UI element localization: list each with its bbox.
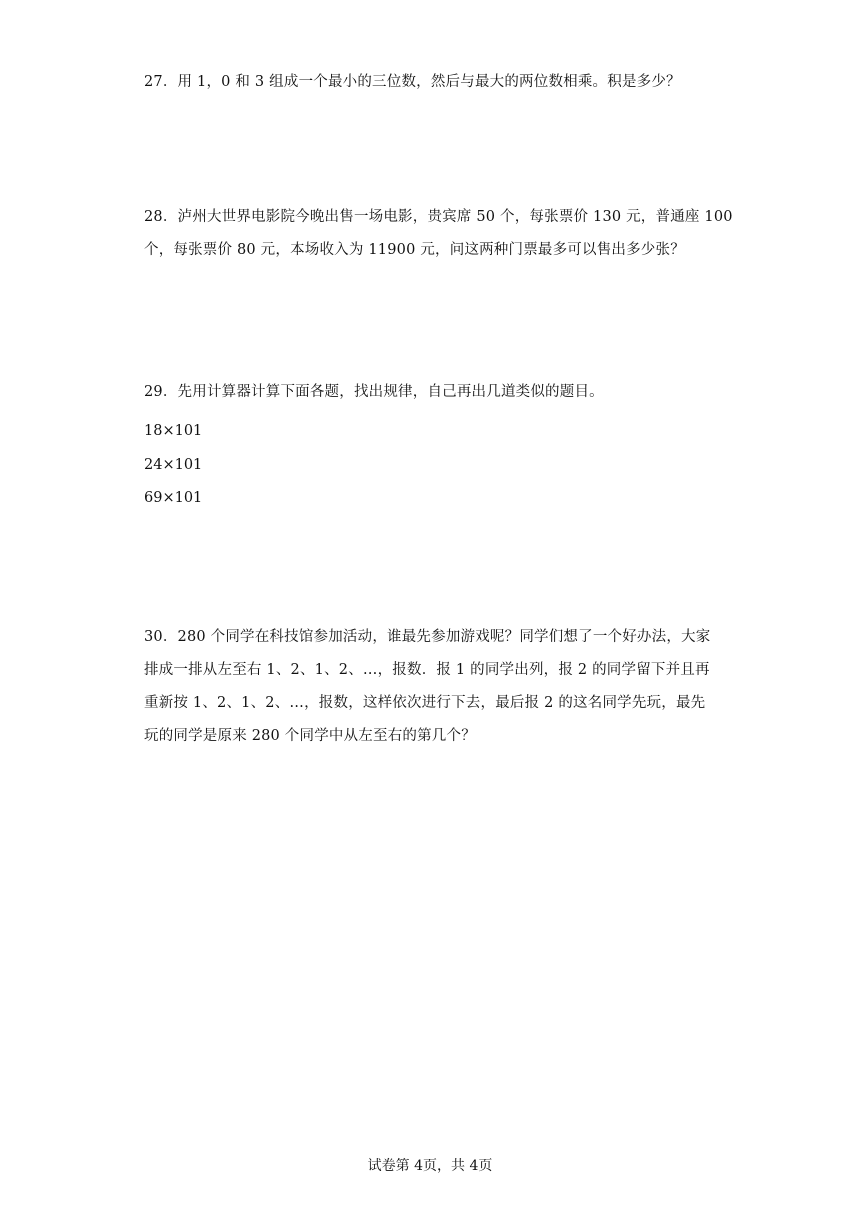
question-27 xyxy=(144,66,724,99)
question-28 xyxy=(144,201,733,267)
question-30-line-2: 排成一排从左至右 1、2、1、2、…，报数．报 1 的同学出列，报 2 的同学留下并且再 xyxy=(144,662,710,678)
expression-item: 69×101 xyxy=(144,490,203,506)
question-29-text: 29．先用计算器计算下面各题，找出规律，自己再出几道类似的题目。 xyxy=(144,384,604,400)
expression-item: 24×101 xyxy=(144,456,203,473)
expression-item: 18×101 xyxy=(144,423,203,439)
question-30-line-4: 玩的同学是原来 280 个同学中从左至右的第几个？ xyxy=(144,728,476,744)
question-30-line-3: 重新按 1、2、1、2、…，报数，这样依次进行下去，最后报 2 的这名同学先玩，最先 xyxy=(144,695,706,711)
question-27-text: 27．用 1，0 和 3 组成一个最小的三位数，然后与最大的两位数相乘。积是多少？ xyxy=(144,74,681,90)
question-30-line-1: 30．280 个同学在科技馆参加活动，谁最先参加游戏呢？同学们想了一个好办法，大家 xyxy=(144,629,711,645)
question-29-expressions xyxy=(144,415,202,516)
question-28-line-1: 28．泸州大世界电影院今晚出售一场电影，贵宾席 50 个，每张票价 130 元，普通座 100 xyxy=(144,209,733,225)
question-28-line-2: 个，每张票价 80 元，本场收入为 11900 元，问这两种门票最多可以售出多少张？ xyxy=(144,242,685,258)
question-29 xyxy=(144,376,724,409)
page-footer: 试卷第 4页，共 4页 xyxy=(367,1158,493,1174)
question-30 xyxy=(144,621,724,753)
